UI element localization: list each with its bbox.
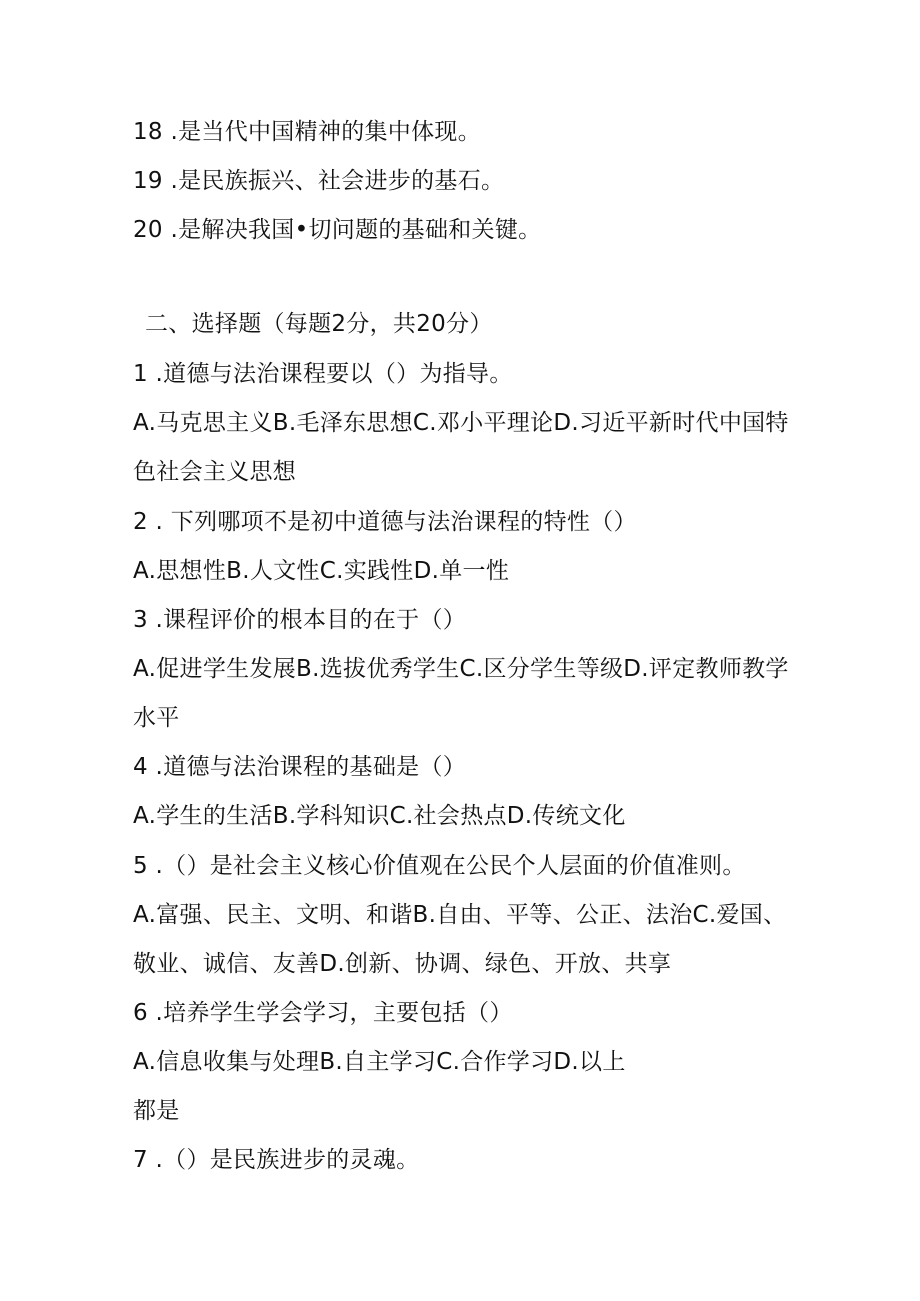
question-3-options-line-1: A.促进学生发展B.选拔优秀学生C.区分学生等级D.评定教师教学 [133, 656, 789, 682]
question-5-options-line-1: A.富强、民主、文明、和谐B.自由、平等、公正、法治C.爱国、 [133, 902, 787, 928]
question-5-options-line-2: 敬业、诚信、友善D.创新、协调、绿色、开放、共享 [133, 951, 672, 977]
question-4-stem: 4 .道德与法治课程的基础是（） [133, 754, 467, 780]
item-text: .是当代中国精神的集中体现。 [170, 119, 482, 145]
question-1-stem: 1 .道德与法治课程要以（）为指导。 [133, 361, 513, 387]
item-number: 20 [133, 217, 163, 243]
question-2-options-line-1: A.思想性B.人文性C.实践性D.单一性 [133, 558, 510, 584]
question-2-stem: 2 . 下列哪项不是初中道德与法治课程的特性（） [133, 509, 637, 535]
item-text: .是解决我国•切问题的基础和关键。 [170, 217, 542, 243]
item-text: .是民族振兴、社会进步的基石。 [170, 168, 505, 194]
fill-in-item-19 [133, 166, 504, 196]
fill-in-item-20 [133, 215, 541, 245]
question-6-stem: 6 .培养学生学会学习，主要包括（） [133, 1000, 513, 1026]
section-title: 二、选择题（每题2分，共20分） [145, 311, 493, 337]
item-number: 18 [133, 119, 163, 145]
question-1-options-line-2: 色社会主义思想 [133, 459, 297, 485]
question-6-options-line-1: A.信息收集与处理B.自主学习C.合作学习D.以上 [133, 1049, 626, 1075]
question-6-options-line-2: 都是 [133, 1098, 180, 1124]
item-number: 19 [133, 168, 163, 194]
question-3-stem: 3 .课程评价的根本目的在于（） [133, 607, 467, 633]
question-4-options-line-1: A.学生的生活B.学科知识C.社会热点D.传统文化 [133, 803, 626, 829]
question-7-stem: 7 .（）是民族进步的灵魂。 [133, 1147, 420, 1173]
fill-in-item-18 [133, 117, 481, 147]
question-5-stem: 5 .（）是社会主义核心价值观在公民个人层面的价值准则。 [133, 853, 746, 879]
question-1-options-line-1: A.马克思主义B.毛泽东思想C.邓小平理论D.习近平新时代中国特 [133, 410, 789, 436]
question-3-options-line-2: 水平 [133, 705, 180, 731]
